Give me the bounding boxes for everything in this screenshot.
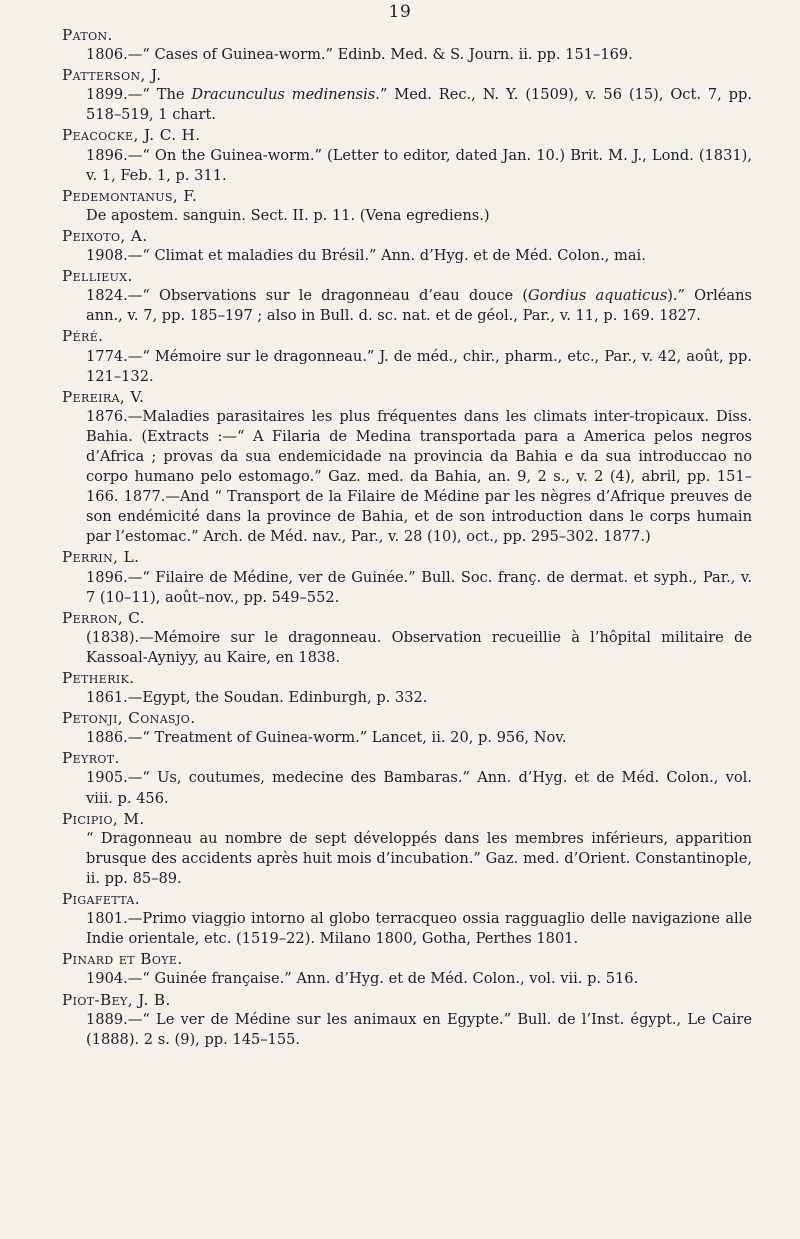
citation-text: ” Med. Rec., N. Y. (1509), v. 56 (15), Oct. 7, pp. 518–519, 1 chart. (86, 86, 752, 124)
entry-citation (62, 85, 752, 125)
citation-text: 1899.—“ The (86, 86, 192, 104)
entry-author: Pigafetta. (62, 890, 141, 909)
entry-citation: 1896.—“ On the Guinea-worm.” (Letter to editor, dated Jan. 10.) Brit. M. J., Lond. (1831), v. 1, Feb. 1, p. 311. (86, 146, 752, 184)
entry-citation: 1896.—“ Filaire de Médine, ver de Guinée.” Bull. Soc. franç. de dermat. et syph., Par., v. 7 (10–11), août–nov., pp. 549–552. (86, 568, 752, 606)
entry-author: Petherik. (62, 669, 135, 687)
entry-author: Perrin, L. (62, 548, 140, 567)
entry-author: Peyrot. (62, 749, 120, 768)
entry-author: Petonji, Conasjo. (62, 709, 196, 728)
entry-author: Paton. (62, 26, 113, 44)
entry-citation: 1876.—Maladies parasitaires les plus fréquentes dans les climats inter-tropicaux. Diss. Bahia. (Extracts :—“ A Filaria de Medina transportada para a America pelos negros d’Africa ; provas da sua endemicidade na provincia da Bahia e da sua introduccao no corpo humano pelo estomago.” Gaz. med. da Bahia, an. 9, 2 s., v. 2 (4), abril, pp. 151–166. 1877.—And “ Transport de la Filaire de Médine par les nègres d’Afrique preuves de son endémicité dans la province de Bahia, et de son introduction dans le corps humain par l’estomac.” Arch. de Méd. nav., Par., v. 28 (10), oct., pp. 295–302. 1877.) (86, 407, 752, 546)
citation-italic-title: Dracunculus medinensis. (191, 86, 380, 104)
citation-italic-title: Gordius aquaticus (528, 287, 668, 305)
entry-citation: 1904.—“ Guinée française.” Ann. d’Hyg. et de Méd. Colon., vol. vii. p. 516. (86, 970, 639, 988)
entry-author: Pedemontanus, F. (62, 186, 198, 205)
entry-citation: 1908.—“ Climat et maladies du Brésil.” Ann. d’Hyg. et de Méd. Colon., mai. (86, 247, 646, 265)
entry-author: Piot-Bey, J. B. (62, 990, 171, 1009)
entry-author: Peixoto, A. (62, 226, 148, 245)
citation-text: 1824.—“ Observations sur le dragonneau d’eau douce ( (86, 287, 529, 305)
citation-text: ).” Orléans ann., v. 7, pp. 185–197 ; also in Bull. d. sc. nat. et de géol., Par., v. 11, p. 169. 1827. (86, 287, 752, 325)
entry-citation: “ Dragonneau au nombre de sept développés dans les membres inférieurs, apparition brusque des accidents après huit mois d’incubation.” Gaz. med. d’Orient. Constantinople, ii. pp. 85–89. (86, 829, 752, 887)
entry-citation: De apostem. sanguin. Sect. II. p. 11. (Vena egrediens.) (86, 206, 490, 224)
entry-citation: 1889.—“ Le ver de Médine sur les animaux en Egypte.” Bull. de l’Inst. égypt., Le Caire (1888). 2 s. (9), pp. 145–155. (86, 1010, 752, 1048)
entry-author: Picipio, M. (62, 809, 145, 828)
entry-citation: 1886.—“ Treatment of Guinea-worm.” Lancet, ii. 20, p. 956, Nov. (86, 729, 567, 747)
entry-author: Pellieux. (62, 267, 133, 286)
entry-citation: 1801.—Primo viaggio intorno al globo terracqueo ossia ragguaglio delle navigazione alle Indie orientale, etc. (1519–22). Milano 1800, Gotha, Perthes 1801. (86, 910, 752, 948)
page-number: 19 (388, 2, 412, 22)
entry-citation: 1861.—Egypt, the Soudan. Edinburgh, p. 332. (86, 689, 428, 707)
entry-author: Péré. (62, 327, 104, 346)
entry-author: Peacocke, J. C. H. (62, 126, 201, 145)
entry-citation: (1838).—Mémoire sur le dragonneau. Observation recueillie à l’hôpital militaire de Kassoal-Ayniyy, au Kaire, en 1838. (86, 628, 752, 666)
bibliography-list (62, 25, 752, 1050)
entry-citation (62, 286, 752, 326)
entry-citation: 1806.—“ Cases of Guinea-worm.” Edinb. Med. & S. Journ. ii. pp. 151–169. (86, 46, 633, 64)
entry-author: Patterson, J. (62, 66, 162, 85)
entry-citation: 1905.—“ Us, coutumes, medecine des Bambaras.” Ann. d’Hyg. et de Méd. Colon., vol. viii. p. 456. (86, 769, 752, 807)
entry-citation: 1774.—“ Mémoire sur le dragonneau.” J. de méd., chir., pharm., etc., Par., v. 42, août, pp. 121–132. (86, 347, 752, 385)
entry-author: Pinard et Boye. (62, 950, 183, 969)
entry-author: Pereira, V. (62, 387, 145, 406)
entry-author: Perron, C. (62, 608, 146, 627)
